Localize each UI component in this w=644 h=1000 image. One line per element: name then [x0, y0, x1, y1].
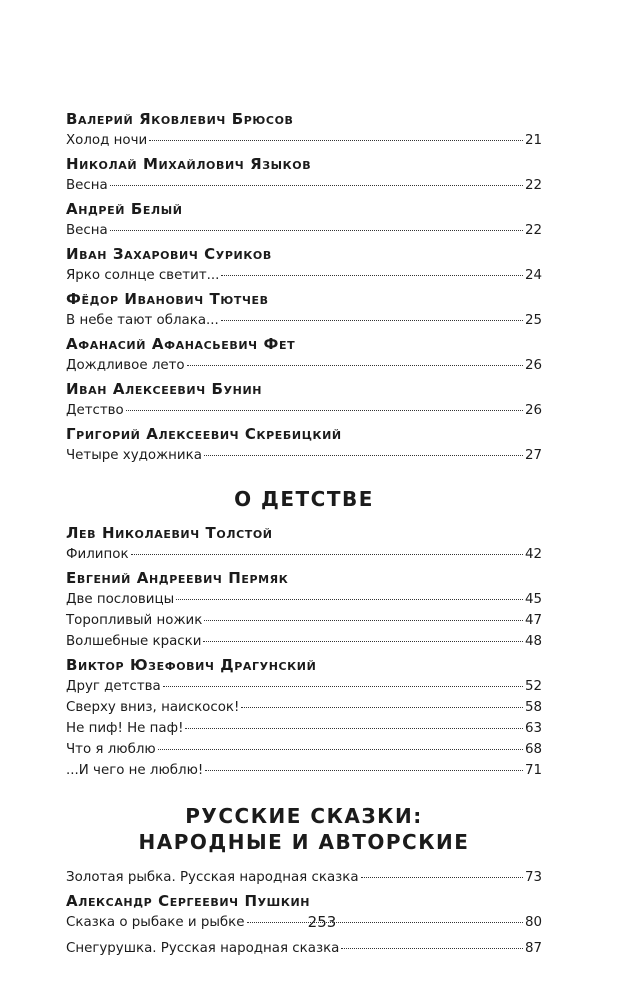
- entry-title: Четыре художника: [66, 448, 202, 463]
- entry-title: Золотая рыбка. Русская народная сказка: [66, 870, 359, 885]
- toc-entry[interactable]: [66, 175, 542, 196]
- toc-entry[interactable]: [66, 718, 542, 739]
- section-heading: [66, 803, 542, 855]
- entry-page-number: 47: [524, 613, 542, 628]
- toc-entry[interactable]: [66, 130, 542, 151]
- author-heading: Афанасий Афанасьевич Фет: [66, 335, 296, 353]
- entry-title: Две пословицы: [66, 592, 175, 607]
- entry-page-number: 26: [524, 403, 542, 418]
- toc-entry[interactable]: [66, 739, 542, 760]
- entry-title: Детство: [66, 403, 124, 418]
- toc-entry[interactable]: [66, 938, 542, 959]
- author-heading: Иван Алексеевич Бунин: [66, 380, 263, 398]
- entry-page-number: 45: [524, 592, 542, 607]
- dot-leader: [187, 364, 523, 366]
- entry-page-number: 63: [524, 721, 542, 736]
- toc-entry[interactable]: [66, 631, 542, 652]
- entry-page-number: 22: [524, 178, 542, 193]
- section-title-line: О ДЕТСТВЕ: [234, 487, 374, 511]
- dot-leader: [361, 876, 523, 878]
- entry-title: Волшебные краски: [66, 634, 202, 649]
- dot-leader: [241, 706, 523, 708]
- entry-page-number: 21: [524, 133, 542, 148]
- entry-page-number: 68: [524, 742, 542, 757]
- entry-title: Не пиф! Не паф!: [66, 721, 184, 736]
- entry-page-number: 24: [524, 268, 542, 283]
- entry-title: Снегурушка. Русская народная сказка: [66, 941, 340, 956]
- entry-title: Филипок: [66, 547, 129, 562]
- toc-entry[interactable]: [66, 676, 542, 697]
- author-heading: Николай Михайлович Языков: [66, 155, 312, 173]
- entry-title: Что я люблю: [66, 742, 156, 757]
- entry-title: Весна: [66, 178, 108, 193]
- dot-leader: [126, 409, 523, 411]
- author-heading: Евгений Андреевич Пермяк: [66, 569, 289, 587]
- toc-entry[interactable]: [66, 355, 542, 376]
- toc-entry[interactable]: [66, 610, 542, 631]
- author-heading: Андрей Белый: [66, 200, 183, 218]
- toc-entry[interactable]: [66, 445, 542, 466]
- author-heading: Валерий Яковлевич Брюсов: [66, 110, 294, 128]
- toc-entry[interactable]: [66, 589, 542, 610]
- entry-title: ...И чего не люблю!: [66, 763, 204, 778]
- page-number: 253: [307, 913, 337, 931]
- dot-leader: [176, 598, 523, 600]
- dot-leader: [110, 184, 523, 186]
- toc-entry[interactable]: [66, 697, 542, 718]
- entry-page-number: 26: [524, 358, 542, 373]
- dot-leader: [149, 139, 523, 141]
- dot-leader: [205, 769, 523, 771]
- entry-title: Весна: [66, 223, 108, 238]
- author-heading: Александр Сергеевич Пушкин: [66, 892, 311, 910]
- entry-title: В небе тают облака...: [66, 313, 219, 328]
- entry-title: Друг детства: [66, 679, 161, 694]
- toc-entry[interactable]: [66, 400, 542, 421]
- entry-page-number: 80: [524, 915, 542, 930]
- dot-leader: [204, 619, 523, 621]
- author-heading: Лев Николаевич Толстой: [66, 524, 273, 542]
- section-title-line: НАРОДНЫЕ И АВТОРСКИЕ: [138, 830, 470, 854]
- entry-page-number: 73: [524, 870, 542, 885]
- section-title-line: РУССКИЕ СКАЗКИ:: [185, 804, 423, 828]
- entry-title: Торопливый ножик: [66, 613, 203, 628]
- entry-page-number: 58: [524, 700, 542, 715]
- author-heading: Фёдор Иванович Тютчев: [66, 290, 269, 308]
- dot-leader: [341, 947, 523, 949]
- dot-leader: [163, 685, 523, 687]
- entry-title: Ярко солнце светит...: [66, 268, 220, 283]
- entry-page-number: 25: [524, 313, 542, 328]
- dot-leader: [185, 727, 523, 729]
- author-heading: Иван Захарович Суриков: [66, 245, 272, 263]
- entry-title: Сказка о рыбаке и рыбке: [66, 915, 245, 930]
- dot-leader: [221, 274, 523, 276]
- dot-leader: [158, 748, 523, 750]
- author-heading: Виктор Юзефович Драгунский: [66, 656, 317, 674]
- entry-page-number: 42: [524, 547, 542, 562]
- dot-leader: [221, 319, 523, 321]
- toc-entry[interactable]: [66, 220, 542, 241]
- section-heading: [66, 486, 542, 512]
- dot-leader: [204, 454, 523, 456]
- toc-entry[interactable]: [66, 310, 542, 331]
- entry-page-number: 22: [524, 223, 542, 238]
- entry-title: Холод ночи: [66, 133, 148, 148]
- entry-title: Сверху вниз, наискосок!: [66, 700, 240, 715]
- author-heading: Григорий Алексеевич Скребицкий: [66, 425, 342, 443]
- entry-title: Дождливое лето: [66, 358, 185, 373]
- toc-entry[interactable]: [66, 544, 542, 565]
- table-of-contents: [66, 108, 542, 959]
- entry-page-number: 71: [524, 763, 542, 778]
- toc-entry[interactable]: [66, 867, 542, 888]
- dot-leader: [131, 553, 523, 555]
- entry-page-number: 48: [524, 634, 542, 649]
- dot-leader: [110, 229, 523, 231]
- dot-leader: [203, 640, 522, 642]
- toc-entry[interactable]: [66, 760, 542, 781]
- toc-entry[interactable]: [66, 265, 542, 286]
- entry-page-number: 87: [524, 941, 542, 956]
- entry-page-number: 27: [524, 448, 542, 463]
- entry-page-number: 52: [524, 679, 542, 694]
